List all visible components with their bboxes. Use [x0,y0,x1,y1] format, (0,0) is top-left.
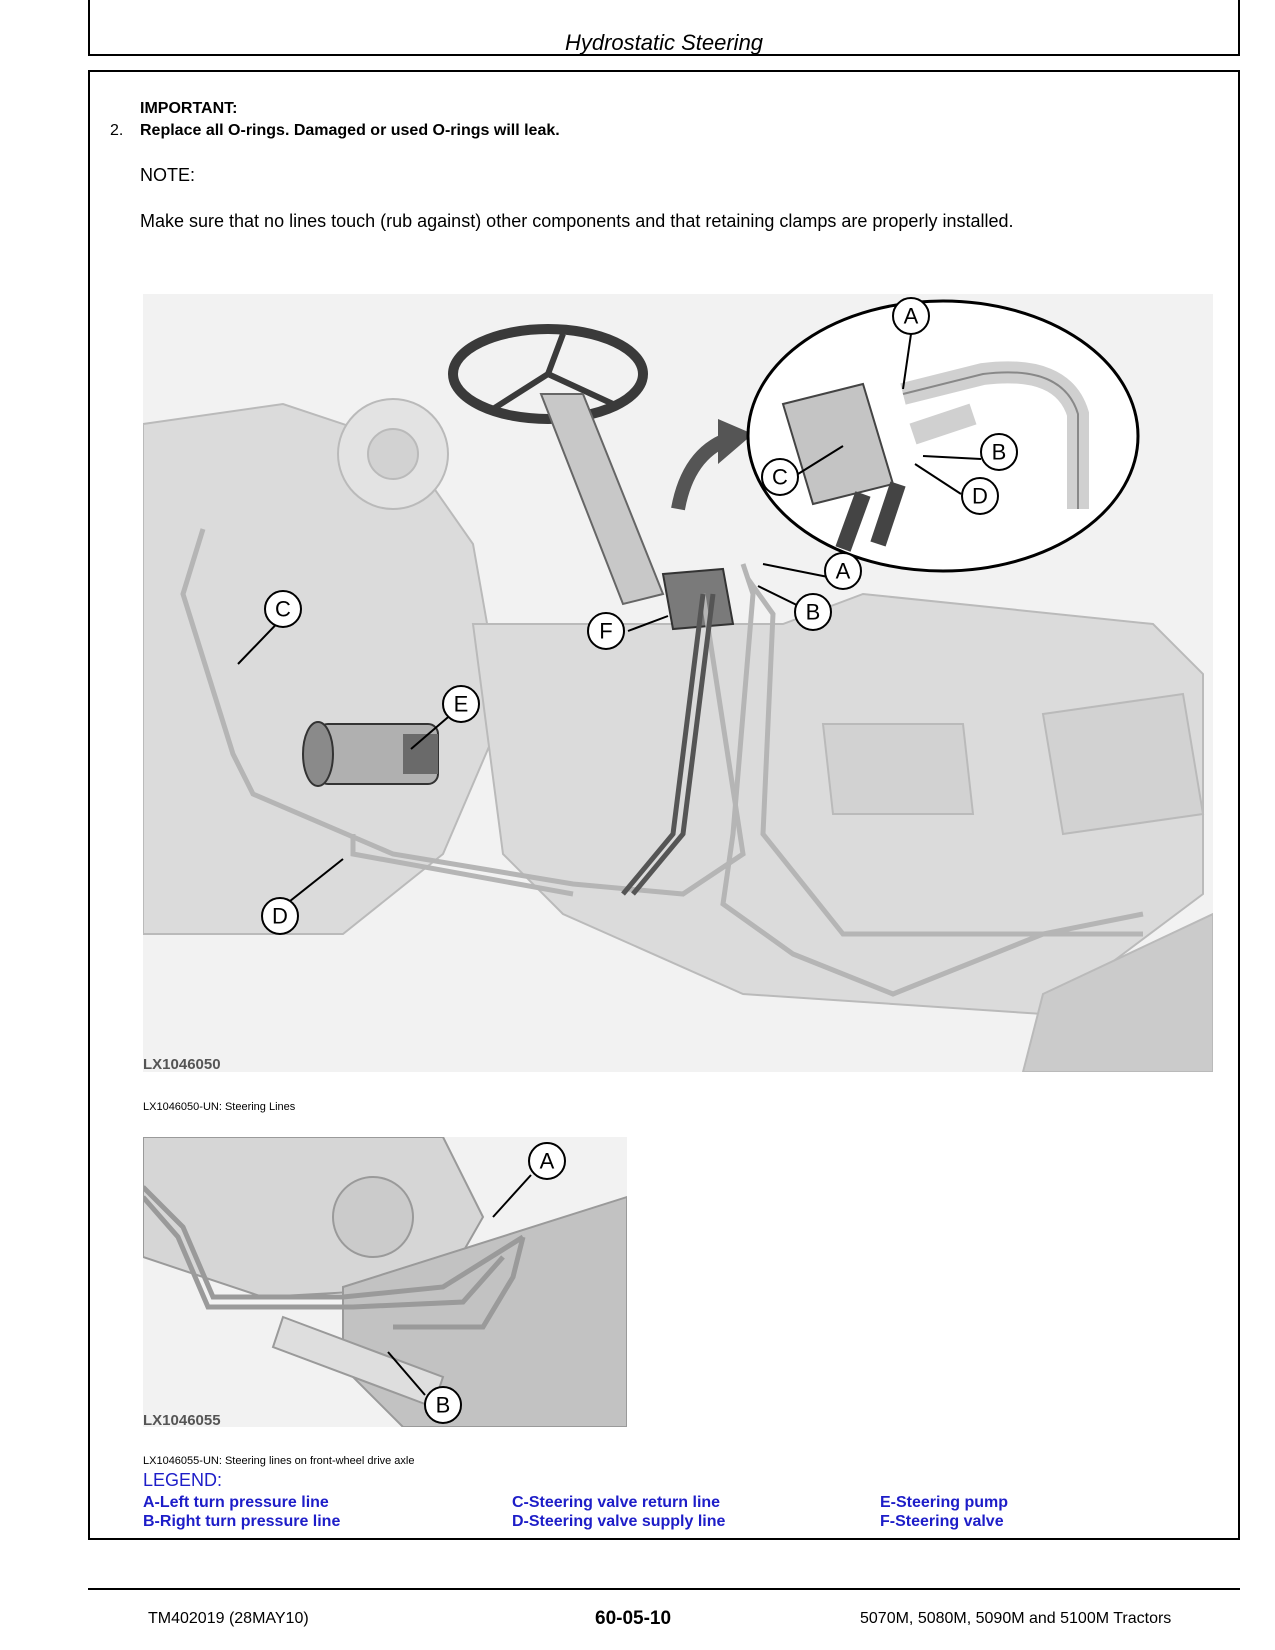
footer-divider [88,1588,1240,1590]
svg-text:D: D [972,483,988,509]
svg-text:B: B [991,439,1007,465]
legend-title: LEGEND: [143,1470,223,1490]
legend-item-e: E-Steering pump [880,1494,1009,1511]
steering-lines-figure [143,294,1213,1072]
svg-text:D: D [272,903,288,929]
note-text: Make sure that no lines touch (rub against) other components and that retaining clamps are properly installed. [140,211,1014,231]
note-label: NOTE: [140,165,196,185]
legend-item-b: B-Right turn pressure line [143,1513,341,1530]
figure2-caption: LX1046055-UN: Steering lines on front-wheel drive axle [143,1455,415,1467]
callout-C-main [265,591,301,627]
footer-page-number: 60-05-10 [595,1608,672,1629]
callout-E-main [443,686,479,722]
callout-C-inset [762,459,798,495]
callout-D-inset [962,478,998,514]
svg-text:B: B [805,599,821,625]
axle-lines-drawing [143,1137,627,1427]
callout-F-main [588,613,624,649]
svg-text:F: F [599,618,613,644]
svg-text:B: B [435,1392,451,1418]
step-text: Replace all O-rings. Damaged or used O-rings will leak. [140,122,560,139]
callout-A-axle [529,1143,565,1179]
svg-text:E: E [453,691,469,717]
figure2-id: LX1046055 [143,1412,221,1429]
svg-text:A: A [903,303,919,329]
section-title: Hydrostatic Steering [564,30,764,55]
figure1-id: LX1046050 [143,1056,221,1073]
callout-B-axle [425,1387,461,1423]
figure1-caption: LX1046050-UN: Steering Lines [143,1101,296,1113]
svg-text:C: C [772,464,788,490]
svg-text:A: A [539,1148,555,1174]
callout-A-main [825,553,861,589]
legend-item-c: C-Steering valve return line [512,1494,721,1511]
legend-item-a: A-Left turn pressure line [143,1494,329,1511]
footer-doc-id: TM402019 (28MAY10) [148,1610,309,1627]
important-label: IMPORTANT: [140,100,238,117]
footer-models: 5070M, 5080M, 5090M and 5100M Tractors [860,1610,1172,1627]
callout-D-main [262,898,298,934]
legend-item-d: D-Steering valve supply line [512,1513,726,1530]
legend-item-f: F-Steering valve [880,1513,1004,1530]
callout-B-inset [981,434,1017,470]
svg-text:A: A [835,558,851,584]
axle-lines-figure [143,1137,627,1427]
svg-text:C: C [275,596,291,622]
callout-A-inset [893,298,929,334]
step-number: 2. [110,122,124,139]
steering-lines-drawing [143,294,1213,1072]
callout-B-main [795,594,831,630]
page-header [88,0,1240,56]
